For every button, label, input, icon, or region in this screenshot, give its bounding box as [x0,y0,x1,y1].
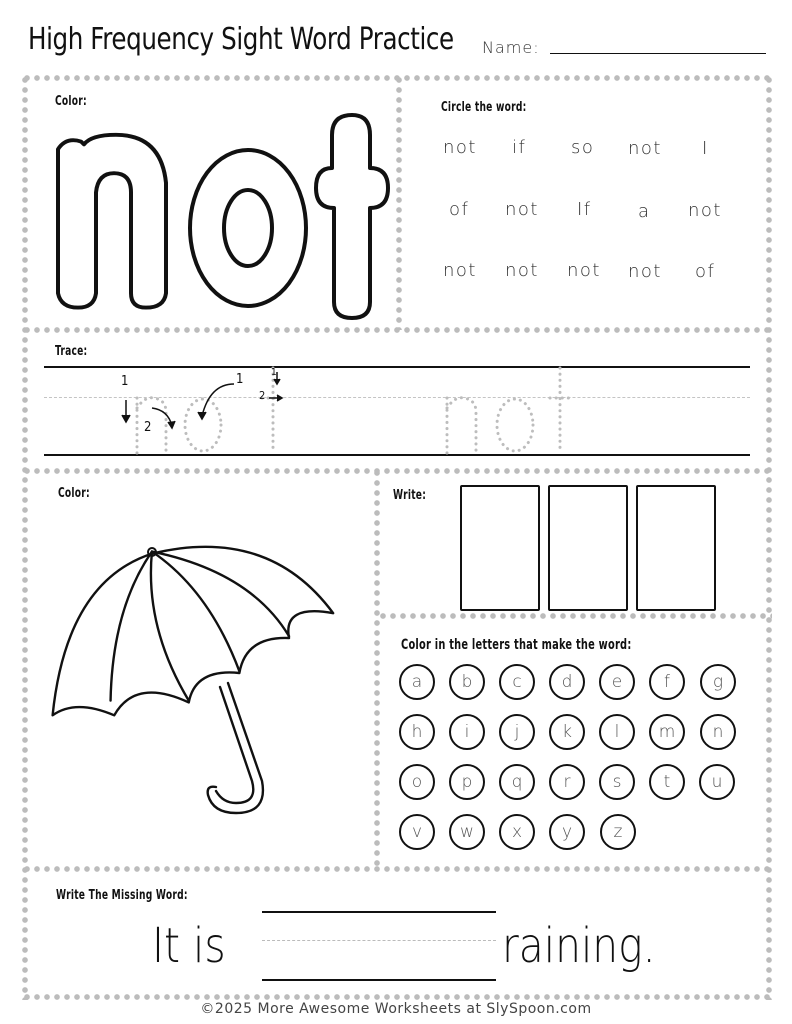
word-choice[interactable]: of [449,199,470,220]
outlined-word-not[interactable] [50,110,390,320]
letter-circle[interactable]: j [499,714,535,750]
letter-circle[interactable]: v [399,814,435,850]
word-choice[interactable]: If [577,199,592,220]
divider [22,994,772,1000]
stroke-number: 2 [259,389,266,402]
divider [374,468,380,868]
letter-circle[interactable]: w [449,814,485,850]
letter-circle[interactable]: n [700,714,736,750]
letter-circle[interactable]: p [449,764,485,800]
page-title: High Frequency Sight Word Practice [28,22,454,57]
letter-circle[interactable]: e [599,664,635,700]
letters-label: Color in the letters that make the word: [401,637,632,653]
letter-circle[interactable]: o [399,764,435,800]
word-choice[interactable]: not [443,137,477,158]
letter-circle[interactable]: h [399,714,435,750]
letter-circle[interactable]: z [600,814,636,850]
divider [22,468,772,474]
sentence-end: raining. [502,918,656,974]
word-choice[interactable]: not [505,199,539,220]
word-choice[interactable]: if [512,137,527,158]
word-choice[interactable]: not [567,260,601,281]
letter-circle[interactable]: b [449,664,485,700]
word-choice[interactable]: of [695,261,716,282]
letter-circle[interactable]: c [499,664,535,700]
stroke-number: 2 [144,420,152,435]
name-label: Name: [482,38,540,57]
letter-circle[interactable]: a [399,664,435,700]
word-choice[interactable]: not [628,138,662,159]
write-box[interactable] [460,485,540,611]
word-choice[interactable]: not [688,200,722,221]
letter-circle[interactable]: f [649,664,685,700]
word-choice[interactable]: I [702,138,709,159]
sentence-start: It is [152,918,226,974]
letter-circle[interactable]: m [649,714,685,750]
letter-circle[interactable]: t [649,764,685,800]
traceable-word[interactable] [110,360,590,456]
write-box[interactable] [636,485,716,611]
stroke-number: 1 [271,367,277,378]
letter-circle[interactable]: g [700,664,736,700]
footer-credit: ©2025 More Awesome Worksheets at SlySpoon.com [200,1001,592,1017]
color-picture-label: Color: [58,486,90,501]
letter-circle[interactable]: l [599,714,635,750]
divider [378,613,772,619]
missing-word-label: Write The Missing Word: [56,888,188,903]
letter-circle[interactable]: k [549,714,585,750]
letter-circle[interactable]: u [699,764,735,800]
letter-circle[interactable]: y [549,814,585,850]
write-box[interactable] [548,485,628,611]
answer-top-line [262,911,496,913]
answer-mid-line [262,940,496,941]
divider [22,866,772,872]
circle-word-label: Circle the word: [441,100,527,115]
letter-circle[interactable]: x [499,814,535,850]
umbrella-picture[interactable] [48,535,348,815]
divider [22,327,772,333]
word-choice[interactable]: not [443,260,477,281]
letter-circle[interactable]: s [599,764,635,800]
letter-circle[interactable]: d [549,664,585,700]
word-choice[interactable]: a [638,201,651,222]
divider [766,75,772,1000]
letter-circle[interactable]: i [449,714,485,750]
name-field[interactable] [550,53,766,54]
stroke-number: 1 [121,374,129,389]
trace-label: Trace: [55,344,88,359]
word-choice[interactable]: not [628,261,662,282]
answer-field[interactable] [262,979,496,981]
color-word-label: Color: [55,94,87,109]
letter-circle[interactable]: r [549,764,585,800]
divider [396,75,402,330]
word-choice[interactable]: so [571,137,595,158]
divider [22,75,28,1000]
word-choice[interactable]: not [505,260,539,281]
write-label: Write: [393,488,427,503]
stroke-number: 1 [236,372,244,387]
letter-circle[interactable]: q [499,764,535,800]
